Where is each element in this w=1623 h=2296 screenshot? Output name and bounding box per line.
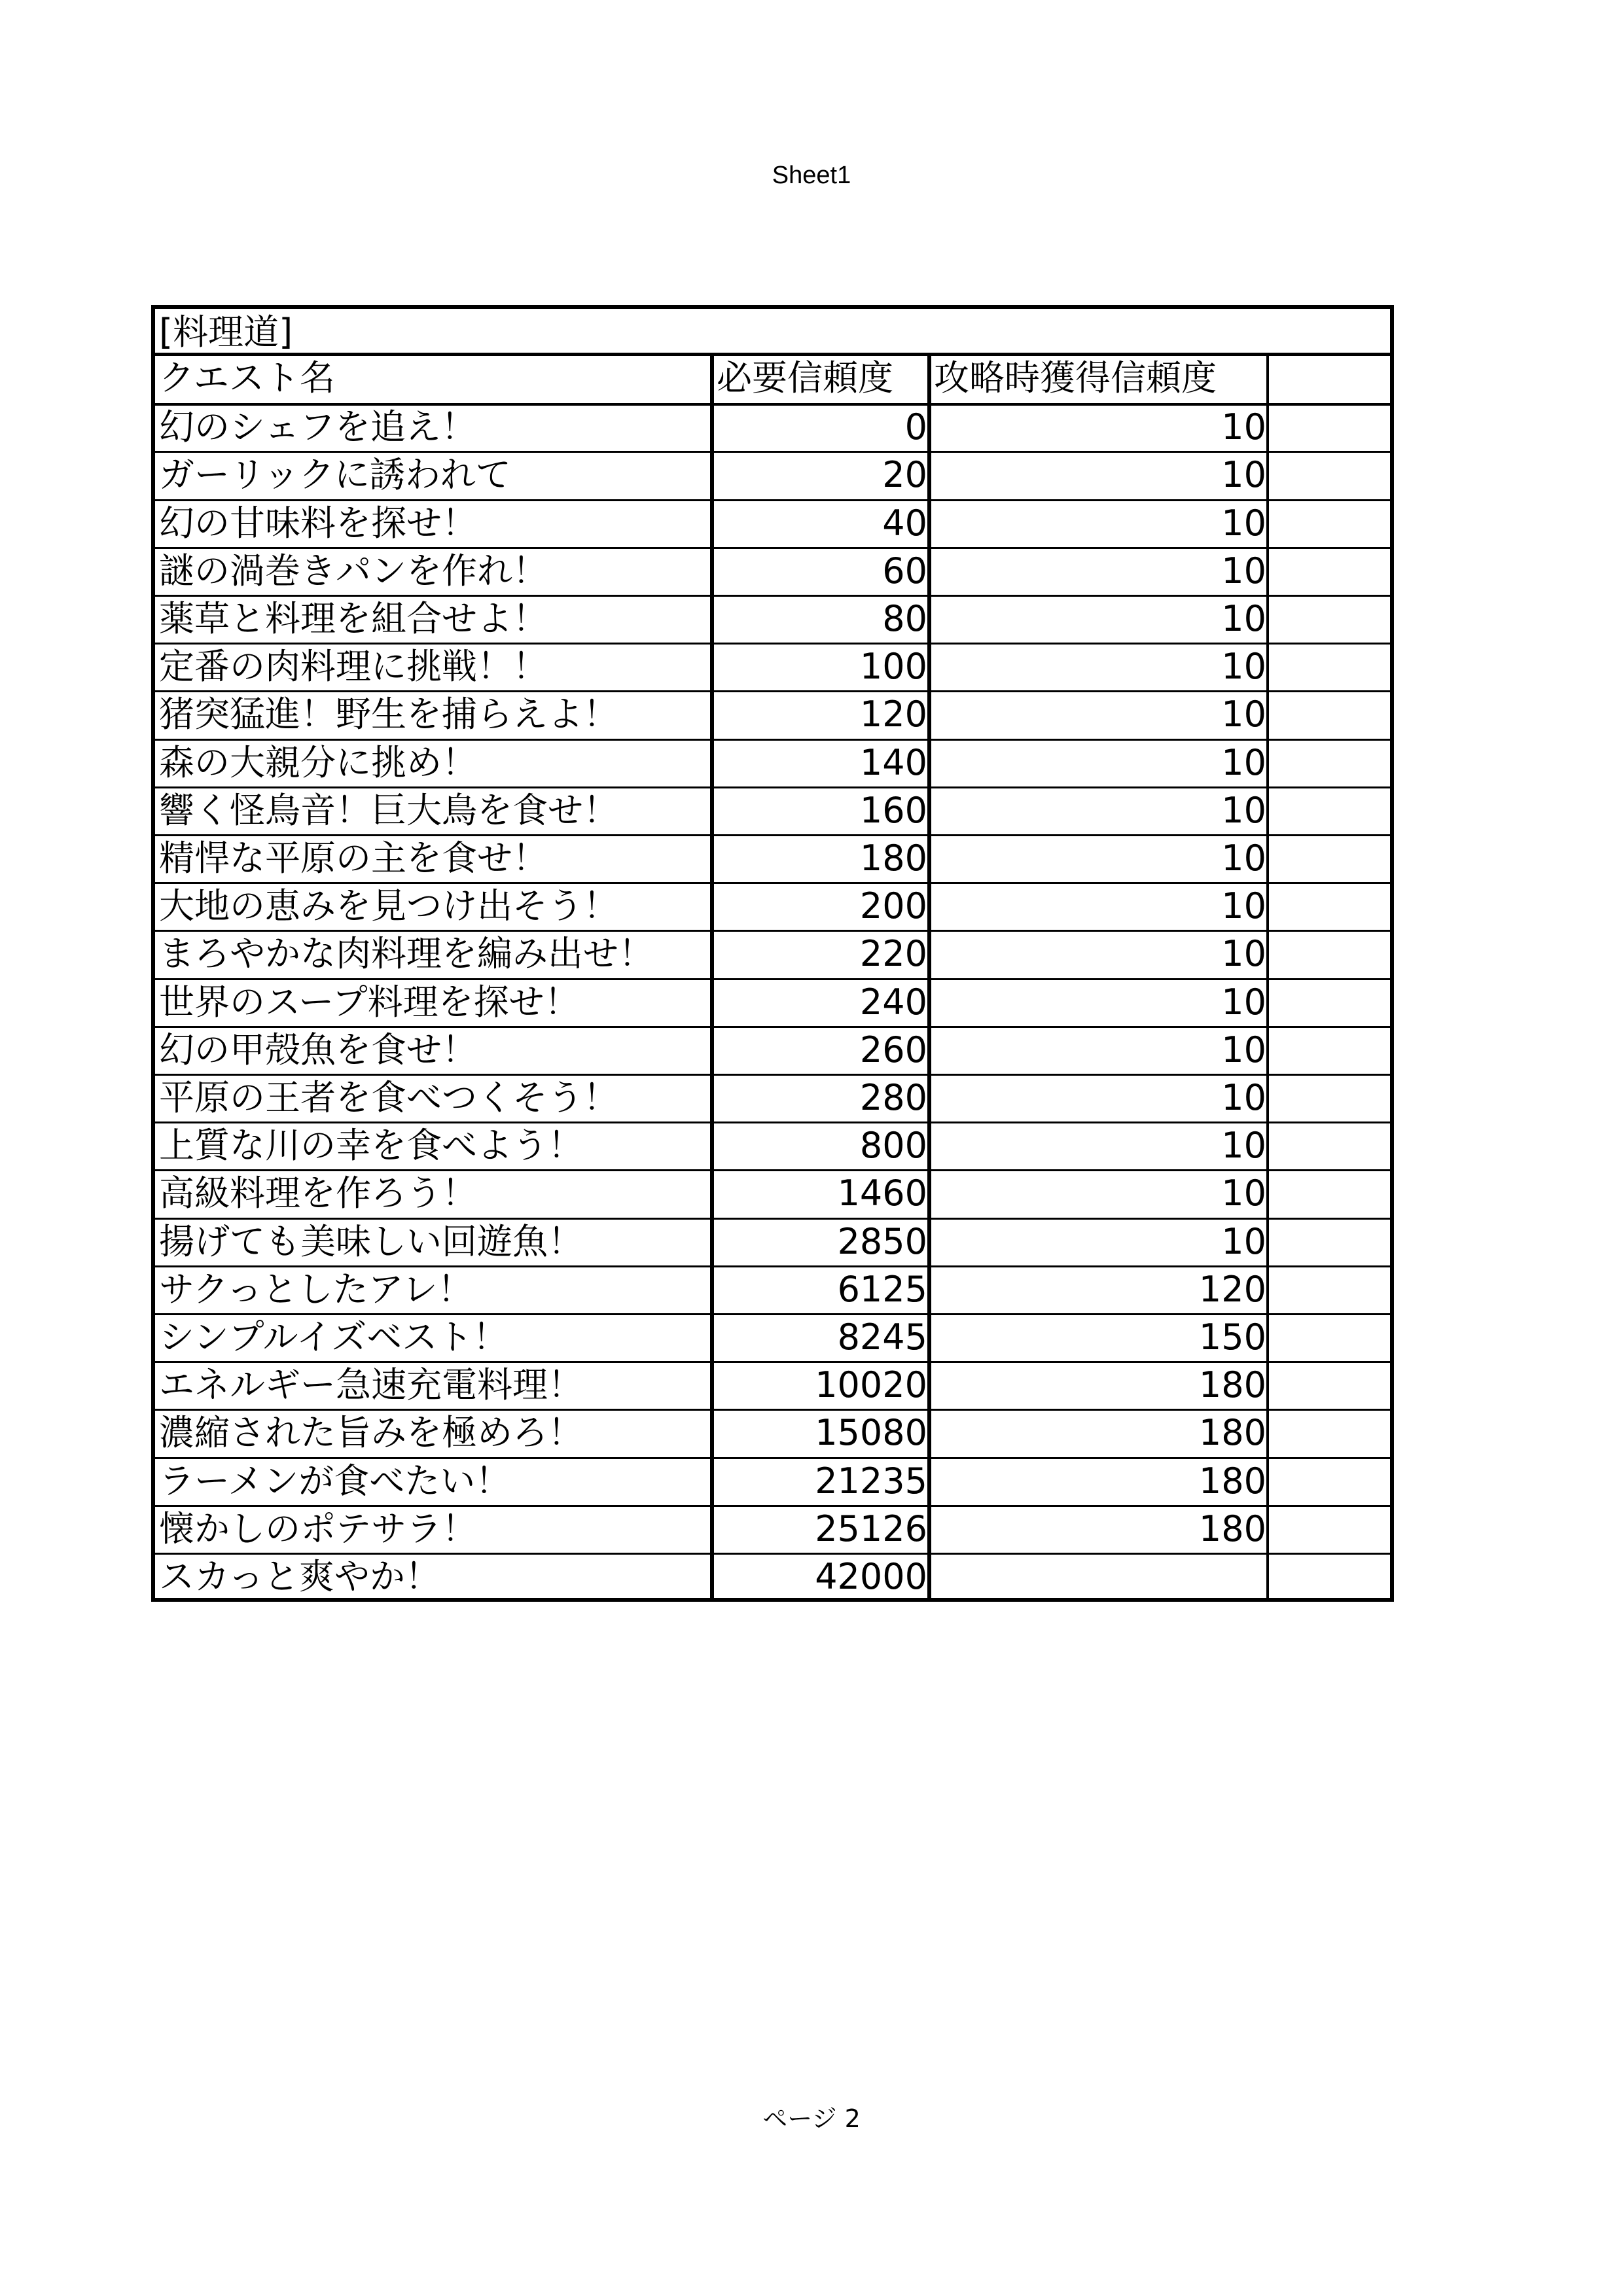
quest-name-cell: 幻のシェフを追え！ <box>159 406 476 448</box>
row-divider <box>155 1457 1390 1459</box>
required-trust-cell: 160 <box>859 789 927 831</box>
quest-name-cell: 懐かしのポテサラ！ <box>159 1508 477 1549</box>
reward-trust-cell: 10 <box>1221 1077 1266 1118</box>
row-divider <box>155 978 1390 980</box>
quest-name-cell: 猪突猛進！野生を捕らえよ！ <box>159 694 618 735</box>
reward-trust-cell: 10 <box>1221 838 1266 879</box>
quest-name-cell: 平原の王者を食べつくそう！ <box>159 1077 618 1118</box>
row-divider <box>155 1505 1390 1507</box>
row-divider <box>155 739 1390 741</box>
row-divider <box>155 643 1390 645</box>
reward-trust-cell: 10 <box>1221 933 1266 975</box>
quest-name-cell: シンプルイズベスト！ <box>159 1316 508 1358</box>
quest-name-cell: 薬草と料理を組合せよ！ <box>159 598 548 639</box>
required-trust-cell: 6125 <box>837 1268 927 1310</box>
table-row <box>155 1027 1390 1074</box>
reward-trust-cell: 180 <box>1198 1364 1266 1406</box>
row-divider <box>155 834 1390 836</box>
quest-name-cell: 濃縮された旨みを極めろ！ <box>159 1412 583 1454</box>
table-row <box>155 883 1390 930</box>
quest-name-cell: 揚げても美味しい回遊魚！ <box>159 1220 583 1262</box>
table-row <box>155 1074 1390 1122</box>
sheet-name-header: Sheet1 <box>772 162 851 189</box>
required-trust-cell: 100 <box>859 646 927 688</box>
table-row <box>155 1362 1390 1409</box>
reward-trust-cell: 10 <box>1221 789 1266 831</box>
table-row <box>155 1170 1390 1218</box>
reward-trust-cell: 10 <box>1221 741 1266 783</box>
quest-name-cell: まろやかな肉料理を編み出せ！ <box>159 933 654 975</box>
row-divider <box>155 547 1390 549</box>
table-row <box>155 1218 1390 1266</box>
quest-name-cell: ガーリックに誘われて <box>159 454 511 496</box>
table-title-row <box>155 309 1390 356</box>
table-row <box>155 739 1390 787</box>
page-number-footer: ページ 2 <box>762 2104 861 2133</box>
required-trust-cell: 2850 <box>837 1220 927 1262</box>
reward-trust-cell: 10 <box>1221 502 1266 544</box>
required-trust-cell: 240 <box>859 981 927 1023</box>
reward-trust-cell: 180 <box>1198 1508 1266 1549</box>
reward-trust-cell: 180 <box>1198 1460 1266 1502</box>
quest-name-cell: スカっと爽やか！ <box>159 1556 440 1597</box>
required-trust-cell: 40 <box>882 502 927 544</box>
row-divider <box>155 1409 1390 1411</box>
table-title: [料理道] <box>159 311 293 353</box>
row-divider <box>155 1122 1390 1123</box>
table-row <box>155 643 1390 691</box>
reward-trust-cell: 10 <box>1221 454 1266 496</box>
row-divider <box>155 786 1390 788</box>
required-trust-cell: 260 <box>859 1029 927 1070</box>
required-trust-cell: 15080 <box>815 1412 927 1454</box>
reward-trust-cell: 10 <box>1221 1220 1266 1262</box>
row-divider <box>155 1361 1390 1363</box>
column-divider <box>927 356 931 1601</box>
table-row <box>155 1314 1390 1362</box>
table-row <box>155 548 1390 595</box>
row-divider <box>155 1313 1390 1315</box>
column-divider <box>1266 356 1269 1601</box>
column-header-required-trust: 必要信頼度 <box>717 357 893 398</box>
table-row <box>155 835 1390 883</box>
table-row <box>155 1458 1390 1506</box>
row-divider <box>155 1169 1390 1171</box>
required-trust-cell: 42000 <box>815 1556 927 1597</box>
required-trust-cell: 60 <box>882 550 927 592</box>
table-row <box>155 1553 1390 1601</box>
row-divider <box>155 499 1390 501</box>
reward-trust-cell: 150 <box>1198 1316 1266 1358</box>
row-divider <box>155 930 1390 932</box>
quest-name-cell: 森の大親分に挑め！ <box>159 741 477 783</box>
table-row <box>155 404 1390 451</box>
required-trust-cell: 120 <box>859 694 927 735</box>
required-trust-cell: 10020 <box>815 1364 927 1406</box>
row-divider <box>155 451 1390 453</box>
column-header-quest-name: クエスト名 <box>159 357 335 398</box>
table-row <box>155 930 1390 978</box>
row-divider <box>155 690 1390 692</box>
row-divider <box>155 1553 1390 1555</box>
quest-name-cell: 高級料理を作ろう！ <box>159 1173 477 1214</box>
row-divider <box>155 403 1390 406</box>
table-row <box>155 500 1390 548</box>
required-trust-cell: 25126 <box>815 1508 927 1549</box>
required-trust-cell: 140 <box>859 741 927 783</box>
required-trust-cell: 8245 <box>837 1316 927 1358</box>
required-trust-cell: 280 <box>859 1077 927 1118</box>
row-divider <box>155 1265 1390 1267</box>
required-trust-cell: 1460 <box>837 1173 927 1214</box>
quest-name-cell: 幻の甲殻魚を食せ！ <box>159 1029 477 1070</box>
row-divider <box>155 1218 1390 1220</box>
quest-table <box>151 305 1394 1602</box>
reward-trust-cell: 180 <box>1198 1412 1266 1454</box>
quest-name-cell: 響く怪鳥音！巨大鳥を食せ！ <box>159 789 618 831</box>
reward-trust-cell: 10 <box>1221 598 1266 639</box>
reward-trust-cell: 10 <box>1221 981 1266 1023</box>
quest-name-cell: エネルギー急速充電料理！ <box>159 1364 583 1406</box>
required-trust-cell: 180 <box>859 838 927 879</box>
table-row <box>155 1122 1390 1170</box>
quest-name-cell: サクっとしたアレ！ <box>159 1268 473 1310</box>
reward-trust-cell: 10 <box>1221 406 1266 448</box>
reward-trust-cell: 10 <box>1221 885 1266 927</box>
quest-name-cell: 上質な川の幸を食べよう！ <box>159 1125 583 1167</box>
quest-name-cell: 世界のスープ料理を探せ！ <box>159 981 580 1023</box>
required-trust-cell: 0 <box>904 406 927 448</box>
required-trust-cell: 800 <box>859 1125 927 1167</box>
required-trust-cell: 20 <box>882 454 927 496</box>
required-trust-cell: 220 <box>859 933 927 975</box>
column-header-reward-trust: 攻略時獲得信頼度 <box>934 357 1217 398</box>
quest-name-cell: 幻の甘味料を探せ！ <box>159 502 477 544</box>
reward-trust-cell: 10 <box>1221 646 1266 688</box>
quest-name-cell: 大地の恵みを見つけ出そう！ <box>159 885 618 927</box>
required-trust-cell: 80 <box>882 598 927 639</box>
table-row <box>155 1266 1390 1314</box>
row-divider <box>155 595 1390 597</box>
required-trust-cell: 200 <box>859 885 927 927</box>
required-trust-cell: 21235 <box>815 1460 927 1502</box>
table-row <box>155 595 1390 643</box>
table-row <box>155 1409 1390 1457</box>
table-row <box>155 691 1390 739</box>
reward-trust-cell: 10 <box>1221 1029 1266 1070</box>
table-row <box>155 979 1390 1027</box>
quest-name-cell: ラーメンが食べたい！ <box>159 1460 511 1502</box>
quest-name-cell: 謎の渦巻きパンを作れ！ <box>159 550 548 592</box>
quest-name-cell: 定番の肉料理に挑戦！！ <box>159 646 548 688</box>
row-divider <box>155 1074 1390 1076</box>
table-header-row <box>155 356 1390 404</box>
reward-trust-cell: 10 <box>1221 1125 1266 1167</box>
table-row <box>155 451 1390 499</box>
quest-name-cell: 精悍な平原の主を食せ！ <box>159 838 548 879</box>
column-divider <box>710 356 714 1601</box>
reward-trust-cell: 10 <box>1221 1173 1266 1214</box>
reward-trust-cell: 120 <box>1198 1268 1266 1310</box>
reward-trust-cell: 10 <box>1221 550 1266 592</box>
table-row <box>155 787 1390 835</box>
reward-trust-cell: 10 <box>1221 694 1266 735</box>
row-divider <box>155 1026 1390 1028</box>
row-divider <box>155 882 1390 884</box>
table-row <box>155 1506 1390 1553</box>
